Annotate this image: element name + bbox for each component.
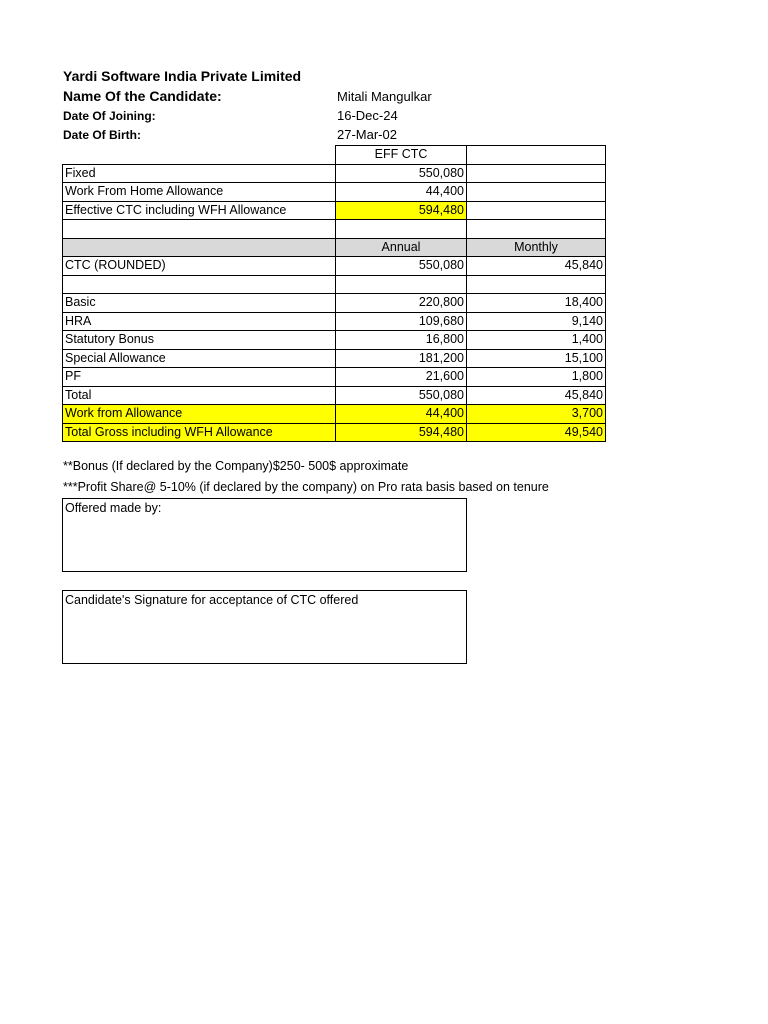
bonus-note: **Bonus (If declared by the Company)$250- 500$ approximate xyxy=(63,459,409,473)
company-name: Yardi Software India Private Limited xyxy=(63,68,302,84)
row-label: Work from Allowance xyxy=(63,405,336,424)
empty-cell xyxy=(63,275,336,294)
blank-row xyxy=(63,220,606,239)
row-monthly: 1,800 xyxy=(467,368,606,387)
date-of-joining-label: Date Of Joining: xyxy=(63,109,156,123)
row-label: Total xyxy=(63,386,336,405)
row-label: CTC (ROUNDED) xyxy=(63,257,336,276)
empty-cell xyxy=(467,183,606,202)
empty-cell xyxy=(63,220,336,239)
row-monthly: 45,840 xyxy=(467,386,606,405)
candidate-signature-label: Candidate's Signature for acceptance of CTC offered xyxy=(65,593,359,607)
row-annual: 220,800 xyxy=(336,294,467,313)
date-of-joining-value: 16-Dec-24 xyxy=(337,108,398,123)
empty-cell xyxy=(336,275,467,294)
candidate-name-value: Mitali Mangulkar xyxy=(337,89,432,104)
row-label: Effective CTC including WFH Allowance xyxy=(63,201,336,220)
row-value-highlighted: 594,480 xyxy=(336,201,467,220)
row-label: HRA xyxy=(63,312,336,331)
row-label: Fixed xyxy=(63,164,336,183)
row-label: Basic xyxy=(63,294,336,313)
annual-monthly-header-row xyxy=(63,238,606,257)
offered-by-label: Offered made by: xyxy=(65,501,162,515)
ctc-table xyxy=(62,145,606,442)
table-row xyxy=(63,386,606,405)
row-value: 550,080 xyxy=(336,164,467,183)
table-row xyxy=(63,349,606,368)
eff-ctc-header: EFF CTC xyxy=(336,146,467,165)
blank-row xyxy=(63,275,606,294)
row-label: Work From Home Allowance xyxy=(63,183,336,202)
eff-ctc-header-row xyxy=(63,146,606,165)
candidate-name-label: Name Of the Candidate: xyxy=(63,88,222,104)
profit-share-note: ***Profit Share@ 5-10% (if declared by the company) on Pro rata basis based on tenure xyxy=(63,480,549,494)
table-row xyxy=(63,368,606,387)
row-annual: 181,200 xyxy=(336,349,467,368)
empty-cell xyxy=(467,146,606,165)
empty-cell xyxy=(467,201,606,220)
empty-cell xyxy=(336,220,467,239)
row-monthly: 15,100 xyxy=(467,349,606,368)
row-annual: 550,080 xyxy=(336,386,467,405)
candidate-signature-box xyxy=(62,590,467,664)
table-row xyxy=(63,201,606,220)
empty-cell xyxy=(467,164,606,183)
row-value: 44,400 xyxy=(336,183,467,202)
table-row xyxy=(63,312,606,331)
row-label: PF xyxy=(63,368,336,387)
row-monthly: 1,400 xyxy=(467,331,606,350)
table-row-highlighted xyxy=(63,405,606,424)
table-row xyxy=(63,164,606,183)
row-label: Special Allowance xyxy=(63,349,336,368)
empty-cell xyxy=(467,220,606,239)
empty-cell xyxy=(63,146,336,165)
offered-by-box xyxy=(62,498,467,572)
row-label: Total Gross including WFH Allowance xyxy=(63,423,336,442)
row-annual: 44,400 xyxy=(336,405,467,424)
table-row-highlighted xyxy=(63,423,606,442)
empty-cell xyxy=(467,275,606,294)
row-annual: 21,600 xyxy=(336,368,467,387)
row-monthly: 49,540 xyxy=(467,423,606,442)
row-annual: 16,800 xyxy=(336,331,467,350)
row-label: Statutory Bonus xyxy=(63,331,336,350)
row-annual: 550,080 xyxy=(336,257,467,276)
table-row xyxy=(63,294,606,313)
monthly-header: Monthly xyxy=(467,238,606,257)
table-row xyxy=(63,331,606,350)
row-monthly: 18,400 xyxy=(467,294,606,313)
table-row xyxy=(63,183,606,202)
date-of-birth-label: Date Of Birth: xyxy=(63,128,141,142)
row-annual: 594,480 xyxy=(336,423,467,442)
row-monthly: 3,700 xyxy=(467,405,606,424)
table-row xyxy=(63,257,606,276)
date-of-birth-value: 27-Mar-02 xyxy=(337,127,397,142)
empty-cell xyxy=(63,238,336,257)
row-monthly: 45,840 xyxy=(467,257,606,276)
row-annual: 109,680 xyxy=(336,312,467,331)
row-monthly: 9,140 xyxy=(467,312,606,331)
annual-header: Annual xyxy=(336,238,467,257)
